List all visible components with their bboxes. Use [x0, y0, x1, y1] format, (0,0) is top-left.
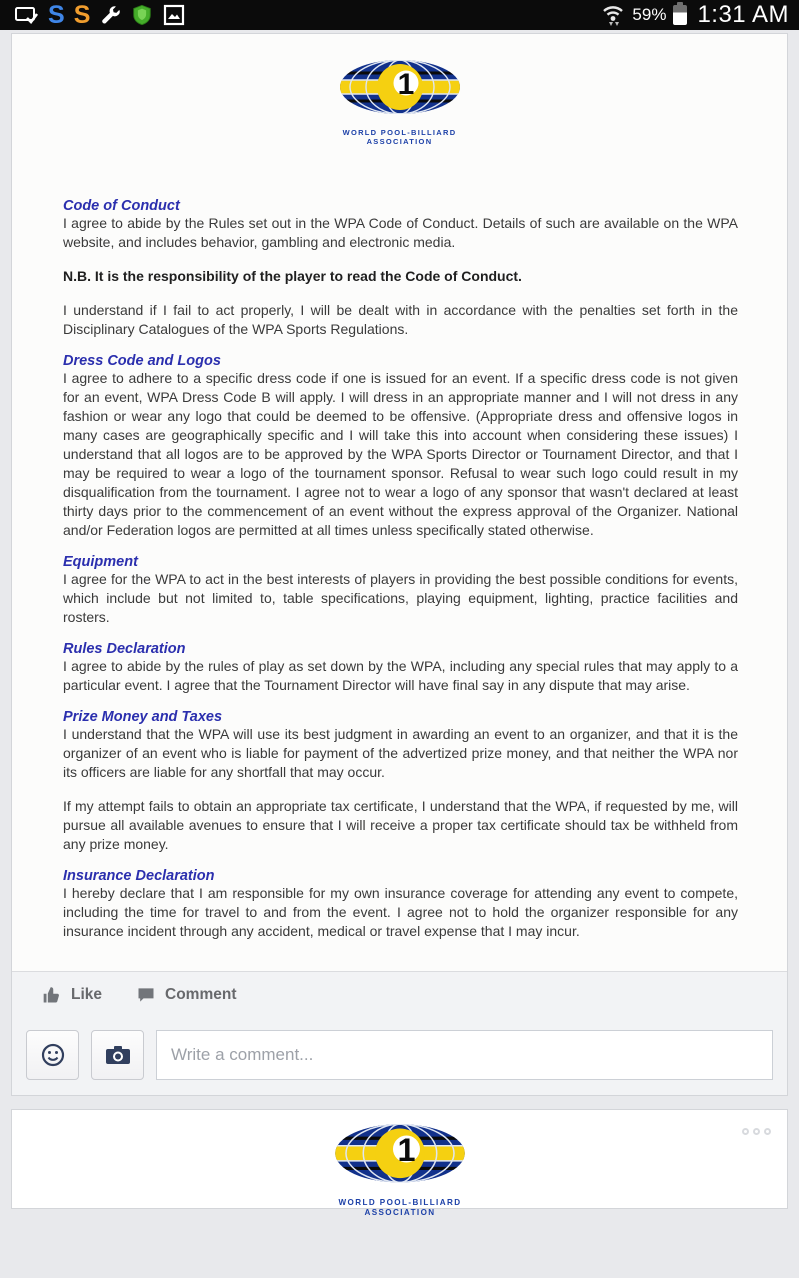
- comment-label: Comment: [165, 986, 237, 1003]
- wpa-globe-icon: [328, 1122, 471, 1189]
- post-options-icon[interactable]: [742, 1128, 771, 1135]
- nb-note: N.B. It is the responsibility of the player to read the Code of Conduct.: [63, 268, 522, 284]
- section-body: I agree to abide by the Rules set out in the WPA Code of Conduct. Details of such are available on the WPA website, and includes behavior, gambling and electronic media.: [63, 215, 738, 250]
- battery-icon: [673, 5, 687, 25]
- comment-bubble-icon: [136, 985, 156, 1005]
- comment-compose-row: [12, 1018, 787, 1095]
- section-body: I agree to adhere to a specific dress code if one is issued for an event. If a specific dress code is not given for an event, WPA Dress Code B will apply. I will dress in an appropriate manner and I will not dress in any fashion or wear any logo that could be deemed to be offensive. (Appropriate dress and offensive logos in many cases are geographically specific and I will take this into account when considering these issues) I understand that all logos are to be approved by the WPA Sports Director or Tournament Director, and that I may be required to wear a logo of the tournament sponsor. Refusal to wear such logo could result in my disqualification from the tournament. I agree not to wear a logo of any sponsor that wasn't declared at least thirty days prior to the commencement of an event without the express approval of the Organizer. National and/or Federation logos are permitted at all times unless specifically stated otherwise.: [63, 370, 738, 538]
- system-status: [601, 1, 789, 29]
- camera-icon: [104, 1043, 132, 1067]
- status-bar: [0, 0, 799, 30]
- battery-percent: 59%: [632, 5, 667, 24]
- post-action-bar: [12, 971, 787, 1018]
- wpa-logo-text: WORLD POOL-BILLIARD ASSOCIATION: [342, 128, 457, 146]
- notification-icons: [14, 0, 186, 29]
- next-post-card: [11, 1109, 788, 1218]
- camera-button[interactable]: [91, 1030, 144, 1080]
- section-heading-equipment: Equipment: [63, 554, 138, 570]
- like-button[interactable]: [42, 985, 102, 1005]
- gallery-screenshot-icon: [162, 3, 186, 27]
- section-body: I agree for the WPA to act in the best interests of players in providing the best possible conditions for events, which include but not limited to, table specifications, playing equipment, lighting, practice facilities and rosters.: [63, 571, 738, 625]
- section-heading-insurance: Insurance Declaration: [63, 868, 215, 884]
- wpa-globe-icon: [334, 58, 466, 120]
- comment-input[interactable]: [156, 1030, 773, 1080]
- wpa-logo: [320, 58, 480, 146]
- section-body: I understand if I fail to act properly, I will be dealt with in accordance with the penalties set forth in the Disciplinary Catalogues of the WPA Sports Regulations.: [63, 302, 738, 337]
- s-app-icon: S: [73, 0, 91, 29]
- smiley-icon: [40, 1042, 66, 1068]
- section-heading-prize-money: Prize Money and Taxes: [63, 709, 223, 725]
- skype-icon: S: [48, 0, 65, 29]
- post-card: [11, 33, 788, 1096]
- section-body: If my attempt fails to obtain an appropriate tax certificate, I understand that the WPA, if requested by me, will pursue all available avenues to ensure that I will receive a proper tax certificate should tax be withheld from any prize money.: [63, 798, 738, 852]
- svg-text:1: 1: [397, 68, 414, 101]
- section-body: I agree to abide by the rules of play as set down by the WPA, including any special rules that may apply to a particular event. I agree that the Tournament Director will have final say in any dispute that may arise.: [63, 658, 738, 693]
- like-label: Like: [71, 986, 103, 1003]
- screenshot-captured-icon: [14, 4, 39, 26]
- section-body: I understand that the WPA will use its best judgment in awarding an event to an organizer, and that it is the organizer of an event who is liable for payment of the advertized prize money, and that neither the WPA nor its officers are liable for any shortfall that may occur.: [63, 726, 738, 780]
- section-heading-code-of-conduct: Code of Conduct: [63, 198, 180, 214]
- svg-text:1: 1: [396, 1131, 415, 1168]
- section-body: I hereby declare that I am responsible for my own insurance coverage for attending any event to compete, including the time for travel to and from the event. I agree not to hold the organizer responsible for any insurance incident through any accident, medical or travel expense that I may incur.: [63, 885, 738, 939]
- document-photo[interactable]: [12, 34, 787, 971]
- shield-antivirus-icon: [131, 3, 153, 27]
- comment-button[interactable]: [136, 985, 236, 1005]
- wrench-icon: [99, 4, 122, 27]
- wpa-logo: [313, 1122, 486, 1217]
- emoji-button[interactable]: [26, 1030, 79, 1080]
- clock: 1:31 AM: [697, 1, 789, 28]
- wifi-icon: [601, 2, 625, 28]
- wpa-logo-text: WORLD POOL-BILLIARD ASSOCIATION: [338, 1197, 461, 1218]
- facebook-feed: [0, 30, 799, 1218]
- section-heading-dress-code: Dress Code and Logos: [63, 353, 221, 369]
- thumbs-up-icon: [42, 985, 62, 1005]
- section-heading-rules-declaration: Rules Declaration: [63, 641, 186, 657]
